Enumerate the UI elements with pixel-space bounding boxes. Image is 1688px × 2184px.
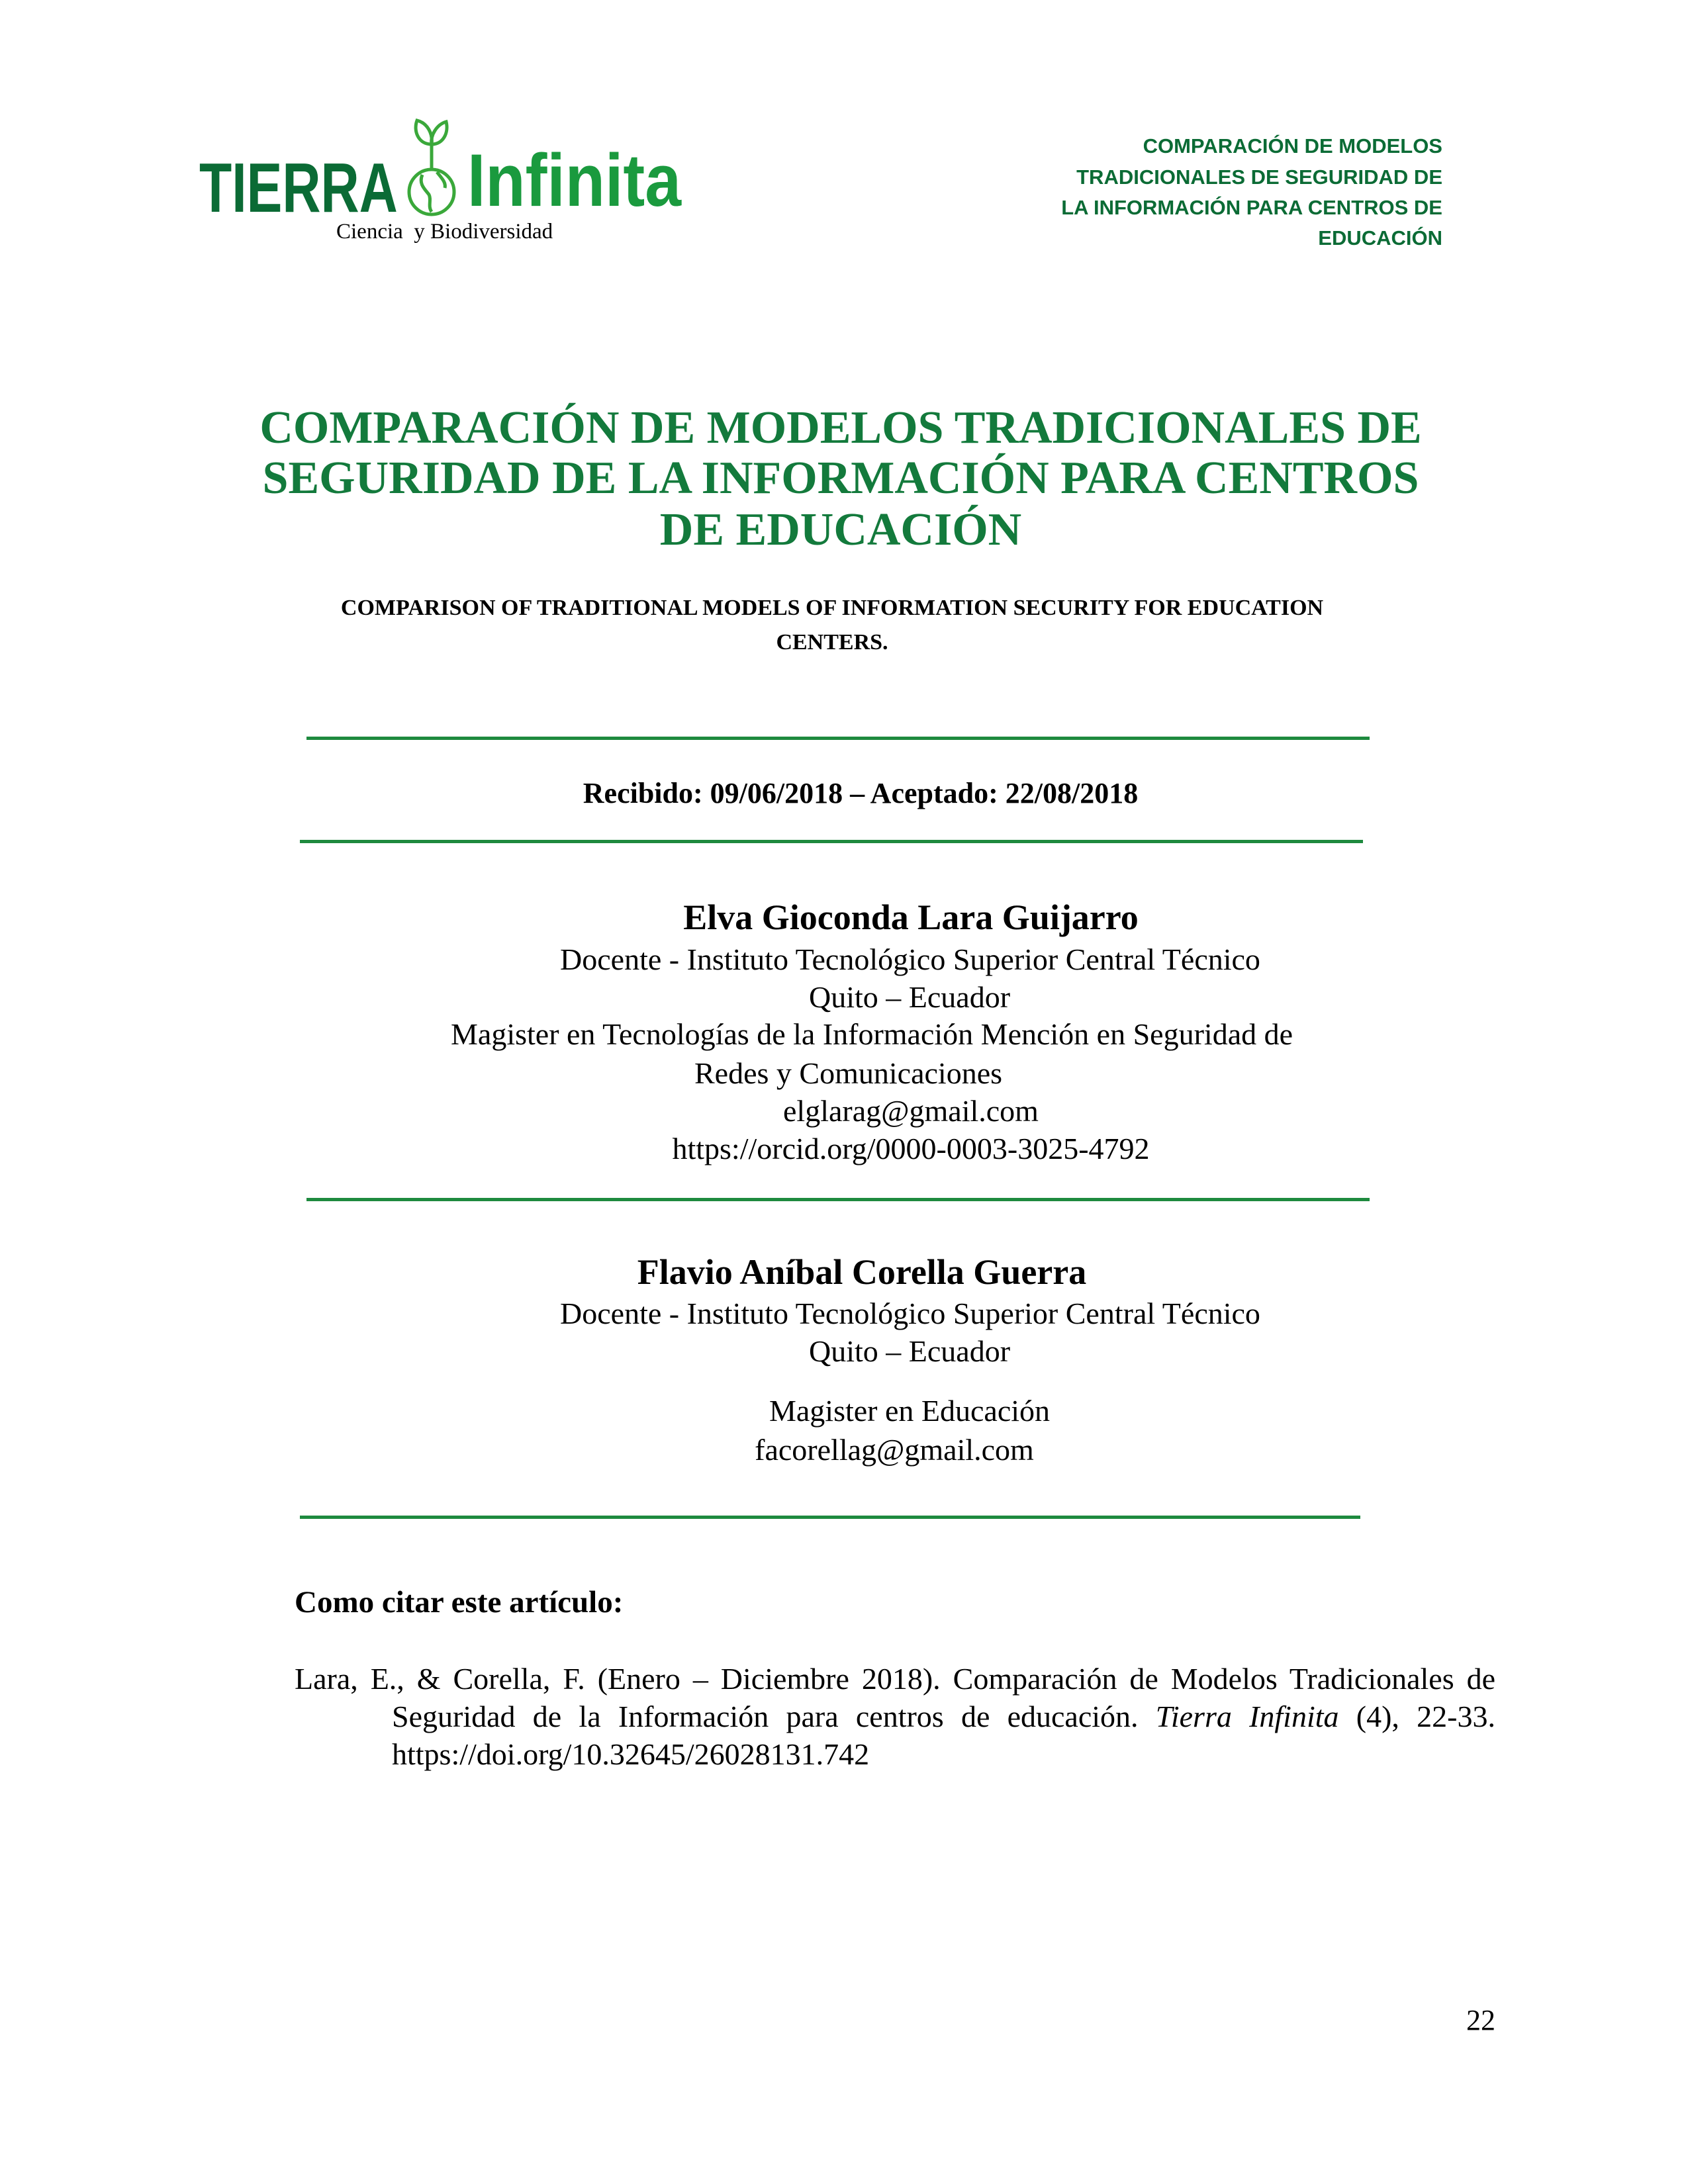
- journal-logo: [196, 118, 686, 250]
- author-degree: Magister en Educación: [769, 1394, 1051, 1428]
- running-header-line: EDUCACIÓN: [1318, 226, 1442, 250]
- english-title-line: COMPARISON OF TRADITIONAL MODELS OF INFORMATION SECURITY FOR EDUCATION: [340, 596, 1324, 620]
- author-orcid: https://orcid.org/0000-0003-3025-4792: [672, 1132, 1150, 1165]
- received-accepted-dates: Recibido: 09/06/2018 – Aceptado: 22/08/2018: [583, 777, 1139, 809]
- author-position: Docente - Instituto Tecnológico Superior Central Técnico: [560, 942, 1260, 976]
- divider: [300, 1516, 1360, 1519]
- author-name: Flavio Aníbal Corella Guerra: [637, 1252, 1087, 1292]
- article-title-line: SEGURIDAD DE LA INFORMACIÓN PARA CENTROS: [262, 453, 1419, 504]
- article-title-line: COMPARACIÓN DE MODELOS TRADICIONALES DE: [259, 402, 1422, 453]
- author-degree: Magister en Tecnologías de la Información Mención en Seguridad de: [451, 1017, 1293, 1051]
- author-position: Docente - Instituto Tecnológico Superior Central Técnico: [560, 1297, 1260, 1330]
- article-title-line: DE EDUCACIÓN: [659, 504, 1022, 555]
- english-title-line: CENTERS.: [776, 630, 888, 655]
- author-email: facorellag@gmail.com: [755, 1433, 1034, 1467]
- running-header-line: TRADICIONALES DE SEGURIDAD DE: [1076, 165, 1442, 189]
- author-email: elglarag@gmail.com: [783, 1094, 1039, 1128]
- globe-sprout-icon: [399, 118, 465, 217]
- logo-word-tierra: TIERRA: [199, 149, 398, 227]
- page-number: 22: [1466, 2004, 1495, 2036]
- running-header-line: LA INFORMACIÓN PARA CENTROS DE: [1061, 196, 1442, 219]
- author-degree: Redes y Comunicaciones: [694, 1056, 1003, 1090]
- citation-text: Lara, E., & Corella, F. (Enero – Diciembre 2018). Comparación de Modelos Tradicionales de Seguridad de la Información para centros de educación.: [295, 1662, 1495, 1733]
- citation-text-end: (4), 22-33. https://doi.org/10.32645/26028131.742: [392, 1700, 1495, 1771]
- author-location: Quito – Ecuador: [808, 980, 1011, 1014]
- citation-journal: Tierra Infinita: [1155, 1700, 1339, 1733]
- citation-reference: [295, 1660, 1495, 1773]
- logo-tagline: Ciencia y Biodiversidad: [336, 220, 553, 244]
- logo-word-infinita: Infinita: [467, 139, 682, 222]
- divider: [306, 737, 1370, 740]
- running-header-line: COMPARACIÓN DE MODELOS: [1143, 134, 1442, 158]
- author-name: Elva Gioconda Lara Guijarro: [683, 897, 1139, 937]
- divider: [306, 1198, 1370, 1201]
- divider: [300, 840, 1363, 843]
- author-location: Quito – Ecuador: [808, 1334, 1011, 1368]
- citation-heading: Como citar este artículo:: [295, 1585, 624, 1619]
